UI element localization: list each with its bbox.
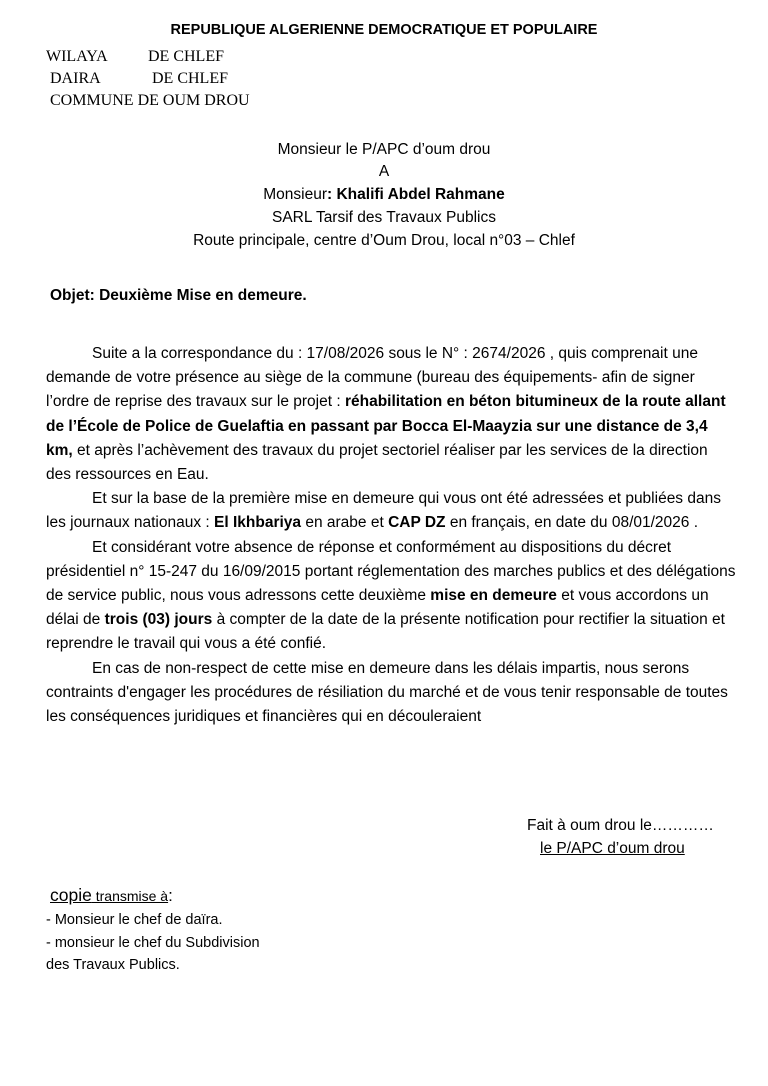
recipient-prefix: Monsieur: [263, 186, 328, 203]
copy-heading: [50, 885, 173, 906]
recipient-company: SARL Tarsif des Travaux Publics: [272, 209, 496, 226]
daira-value: DE CHLEF: [152, 70, 228, 87]
p2-newspaper-2: CAP DZ: [388, 514, 446, 532]
copy-label-small: transmise à: [91, 888, 169, 904]
daira-label: DAIRA: [50, 70, 101, 87]
p3-text-c: à compter de la date de la présente notification pour rectifier la situation et reprendre le travail qui vous a été confié.: [46, 611, 725, 653]
to-word: A: [378, 163, 390, 180]
signer-title: le P/APC d’oum drou: [540, 840, 685, 857]
wilaya-line: [46, 48, 108, 66]
p2-text-a: Et sur la base de la première mise en demeure qui vous ont été adressées et publiées dans les journaux nationaux :: [46, 490, 721, 532]
copy-label-big: copie: [50, 885, 92, 905]
p1-project-title: réhabilitation en béton bitumineux de la route allant de l’École de Police de Guelaftia en passant par Bocca El-Maayzia sur une distance de 3,4 km,: [46, 393, 726, 459]
republic-title: REPUBLIQUE ALGERIENNE DEMOCRATIQUE ET POPULAIRE: [170, 22, 598, 38]
p2-text-b: en arabe et: [301, 514, 389, 532]
wilaya-label: WILAYA: [46, 48, 108, 65]
recipient-line: [0, 186, 768, 204]
paragraph-4: En cas de non-respect de cette mise en demeure dans les délais impartis, nous serons contraints d'engager les procédures de résiliation du marché et de vous tenir responsable de toutes les conséquences juridiques et financières qui en découleraient: [46, 659, 728, 726]
copy-item-1: - Monsieur le chef de daïra.: [46, 912, 223, 928]
letter-body: [46, 342, 736, 729]
p1-text-b: et après l’achèvement des travaux du projet sectoriel réaliser par les services de la direction des ressources en Eau.: [46, 441, 708, 484]
recipient-address: Route principale, centre d’Oum Drou, local n°03 – Chlef: [193, 232, 575, 249]
recipient-name: : Khalifi Abdel Rahmane: [327, 186, 505, 203]
wilaya-value: DE CHLEF: [148, 48, 224, 65]
paragraph-2: [46, 487, 736, 535]
p3-notice-term: mise en demeure: [430, 587, 557, 605]
p3-text-a: Et considérant votre absence de réponse et conformément au dispositions du décret présidentiel n° 15-247 du 16/09/2015 portant réglementation des marches publics et des délégations de service public, nous vous adressons cette deuxième: [46, 538, 736, 605]
copy-item-3: des Travaux Publics.: [46, 957, 180, 973]
paragraph-3: [46, 536, 736, 657]
copy-colon: :: [168, 886, 173, 905]
paragraph-1: [46, 342, 736, 487]
place-date: Fait à oum drou le…………: [527, 817, 714, 834]
copy-item-2: - monsieur le chef du Subdivision: [46, 935, 260, 951]
object-text: : Deuxième Mise en demeure.: [89, 287, 307, 304]
commune-line: COMMUNE DE OUM DROU: [50, 92, 250, 109]
object-label: Objet: [50, 287, 90, 304]
p1-text-a: Suite a la correspondance du : 17/08/2026 sous le N° : 2674/2026 , quis comprenait une demande de votre présence au siège de la commune (bureau des équipements- afin de signer l’ordre de reprise des travaux sur le projet :: [46, 345, 698, 411]
p3-text-b: et vous accordons un délai de: [46, 587, 709, 629]
object-line: [50, 287, 307, 305]
p3-deadline: trois (03) jours: [104, 611, 213, 629]
p2-newspaper-1: El Ikhbariya: [214, 514, 302, 532]
p2-text-c: en français, en date du 08/01/2026 .: [445, 514, 699, 532]
sender-line: Monsieur le P/APC d’oum drou: [277, 141, 491, 158]
